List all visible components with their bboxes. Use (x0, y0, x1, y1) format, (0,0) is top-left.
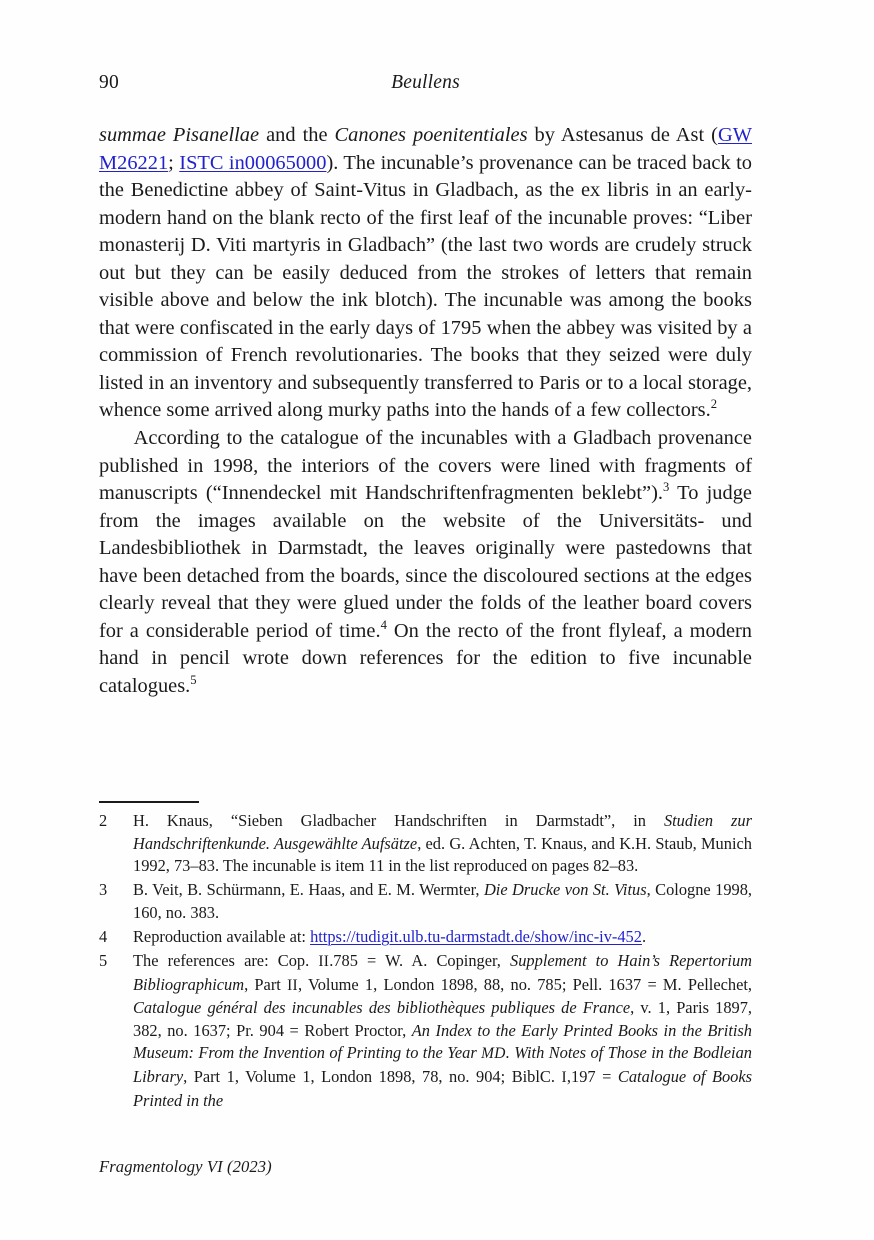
footnote-5-text-2: .785 = W. A. Copinger, (329, 951, 511, 971)
footnote-5-smallcaps-3: MD (481, 1045, 506, 1063)
footnote-number-5: 5 (99, 951, 108, 971)
para1-text-3: ; (168, 151, 180, 174)
footnote-5-italic-4: . With Notes of Those in the Bodleian Library (133, 1043, 752, 1087)
footnote-separator-rule (99, 801, 199, 803)
footnote-5-italic-3: An Index to the Early Printed Books in the British Museum: From the Invention of Printing to the Year (133, 1020, 753, 1063)
footnote-5-text-4: , Volume 1, London 1898, 88, no. 785; Pell. 1637 = M. Pellechet, (297, 974, 753, 994)
para2-text-2: To judge from the images available on the website of the Universitäts- und Landesbibliothek in Darmstadt, the leaves originally were pastedowns that have been detached from the boards, since the discoloured sections at the edges clearly reveal that they were glued under the folds of the leather board covers for a considerable period of time. (99, 482, 752, 642)
footnote-ref-5[interactable]: 5 (190, 673, 197, 688)
footnote-5-text-7: ,197 = (566, 1067, 618, 1087)
footnotes-section (99, 810, 752, 1114)
footnote-4-text-1: Reproduction available at: (133, 926, 311, 946)
paragraph-2 (99, 425, 752, 700)
footnote-ref-4[interactable]: 4 (380, 618, 387, 633)
running-head-title: Beullens (391, 72, 460, 93)
para1-italic-title-2: Canones poenitentiales (334, 124, 528, 146)
footnote-5-text-6: , Part 1, Volume 1, London 1898, 78, no. 904; BiblC. (183, 1067, 562, 1087)
footnote-ref-2[interactable]: 2 (710, 397, 718, 412)
footnote-5-text-3: , Part (244, 974, 288, 994)
footnote-5-italic-5: Catalogue of Books Printed in the (133, 1067, 753, 1110)
link-tudigit-reproduction[interactable]: https://tudigit.ulb.tu-darmstadt.de/show/inc-iv-452 (310, 926, 642, 946)
link-istc-in00065000[interactable]: ISTC in00065000 (179, 151, 327, 174)
footnote-number-2: 2 (99, 811, 108, 830)
footnote-5-smallcaps-2: II (287, 976, 298, 994)
footnote-ref-3[interactable]: 3 (662, 480, 670, 495)
footnote-item-2 (99, 810, 752, 878)
para1-text-2: by Astesanus de Ast ( (527, 124, 718, 146)
footnote-5-text-5: , v. 1, Paris 1897, 382, no. 1637; Pr. 904 = Robert Proctor, (133, 998, 752, 1040)
paragraph-1 (99, 122, 752, 425)
footnote-5-smallcaps-4: I (561, 1069, 567, 1087)
page-number: 90 (99, 72, 119, 93)
footnote-item-4 (99, 926, 752, 949)
link-gw-m26221[interactable]: GW M26221 (99, 124, 752, 174)
footnote-5-text-1: The references are: Cop. (133, 951, 319, 971)
footnote-3-italic-title: Die Drucke von St. Vitus (483, 880, 647, 900)
footnote-5-italic-1: Supplement to Hain’s Repertorium Bibliographicum (133, 951, 752, 994)
footnote-2-text-2: , ed. G. Achten, T. Knaus, and K.H. Staub, Munich 1992, 73–83. The incunable is item 11 in the list reproduced on pages 82–83. (133, 833, 752, 876)
footnote-item-3 (99, 879, 752, 924)
para2-text-3: On the recto of the front flyleaf, a modern hand in pencil wrote down references for the edition to five incunable catalogues. (99, 619, 753, 697)
body-text-column (99, 122, 752, 700)
para1-italic-title-1: summae Pisanellae (99, 124, 260, 146)
footnote-item-5 (99, 950, 752, 1112)
para1-text-4: ). The incunable’s provenance can be traced back to the Benedictine abbey of Saint-Vitus in Gladbach, as the ex libris in an early-modern hand on the blank recto of the first leaf of the incunable proves: “Liber monasterij D. Viti martyris in Gladbach” (the last two words are crudely struck out but they can be easily deduced from the strokes of letters that remain visible above and below the ink blotch). The incunable was among the books that were confiscated in the early days of 1795 when the abbey was visited by a commission of French revolutionaries. The books that they seized were duly listed in an inventory and subsequently transferred to Paris or to a local storage, whence some arrived along murky paths into the hands of a few collectors. (99, 151, 752, 422)
page-footer: Fragmentology VI (2023) (99, 1157, 272, 1176)
footnote-number-3: 3 (99, 880, 108, 900)
footnote-3-text-2: , Cologne 1998, 160, no. 383. (133, 880, 753, 922)
para1-text-1: and the (259, 124, 335, 146)
footnote-5-italic-2: Catalogue général des incunables des bibliothèques publiques de France (133, 998, 631, 1018)
footnote-4-text-2: . (641, 926, 647, 946)
footnote-2-text-1: H. Knaus, “Sieben Gladbacher Handschriften in Darmstadt”, in (133, 811, 664, 830)
running-head (99, 70, 752, 96)
footnote-5-smallcaps-1: II (318, 953, 330, 971)
footnote-2-italic-title: Studien zur Handschriftenkunde. Ausgewählte Aufsätze (133, 811, 753, 853)
footnote-number-4: 4 (99, 926, 108, 946)
footnote-3-text-1: B. Veit, B. Schürmann, E. Haas, and E. M. Wermter, (133, 880, 484, 900)
para2-text-1: According to the catalogue of the incunables with a Gladbach provenance published in 1998, the interiors of the covers were lined with fragments of manuscripts (“Innendeckel mit Handschriftenfragmenten beklebt”). (99, 427, 752, 505)
